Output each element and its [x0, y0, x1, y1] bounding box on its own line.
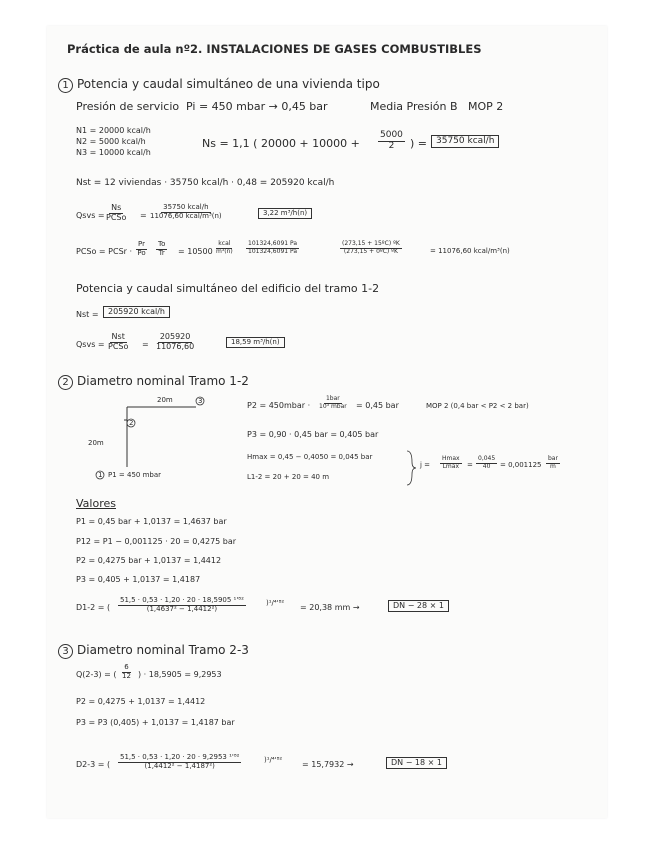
- pcs-result: = 11076,60 kcal/m³(n): [430, 247, 510, 255]
- mop-condition: MOP 2 (0,4 bar < P2 < 2 bar): [426, 402, 529, 410]
- l12-line: L1-2 = 20 + 20 = 40 m: [247, 473, 330, 481]
- n2: N2 = 5000 kcal/h: [76, 137, 146, 146]
- d23-frac: $\frac{\text{51,5 · 0,53 · 1,20 · 20 · 9,2953 ¹'⁸²}}{\text{(1,4412² − 1,4187²)}}$: [120, 753, 240, 770]
- section-2-heading: 2 Diametro nominal Tramo 1-2: [58, 375, 249, 390]
- n1: N1 = 20000 kcal/h: [76, 126, 151, 135]
- pcs-mid: = 10500: [178, 247, 213, 256]
- section-3-heading: 3 Diametro nominal Tramo 2-3: [58, 644, 249, 659]
- valores-line-1: P1 = 0,45 bar + 1,0137 = 1,4637 bar: [76, 517, 227, 526]
- q23-tail: ) · 18,5905 = 9,2953: [138, 670, 222, 679]
- ns-fraction: $\frac{5000}{2}$: [380, 130, 403, 151]
- section-number: 2: [58, 375, 73, 390]
- d23-exp: )¹/⁴'⁸²: [264, 756, 283, 764]
- d23-result: = 15,7932 →: [302, 760, 354, 769]
- p2-result: = 0,45 bar: [356, 401, 399, 410]
- valores-line-3: P2 = 0,4275 bar + 1,0137 = 1,4412: [76, 556, 222, 565]
- p1-label: P1 = 450 mbar: [108, 471, 162, 479]
- dim-side: 20m: [88, 439, 104, 447]
- qe-result: 18,59 m³/h(n): [226, 337, 285, 348]
- d12-exp: )¹/⁴'⁸²: [266, 599, 285, 607]
- node-3-label: 3: [198, 397, 203, 405]
- q23-frac: $\frac{6}{12}$: [122, 663, 131, 680]
- p2-lhs: P2 = 450mbar ·: [247, 401, 311, 410]
- d12-box: DN − 28 × 1: [388, 600, 449, 612]
- q-result: 3,22 m³/h(n): [258, 208, 312, 219]
- j-frac-2: $\frac{0,045}{40}$: [478, 455, 496, 470]
- node-2-label: 2: [129, 419, 134, 427]
- qe-lhs: Qsvs =: [76, 340, 105, 349]
- presion-servicio-label: Presión de servicio: [76, 100, 180, 113]
- section-1-heading: 1 Potencia y caudal simultáneo de una vivienda tipo: [58, 78, 380, 93]
- pcs-frac-1: $\frac{Pr}{Po}$: [137, 240, 146, 257]
- n3: N3 = 10000 kcal/h: [76, 148, 151, 157]
- q-eq: =: [140, 211, 147, 220]
- dim-top: 20m: [157, 396, 173, 404]
- valores-line-4: P3 = 0,405 + 1,0137 = 1,4187: [76, 575, 201, 584]
- j-unit: bar m: [548, 455, 558, 470]
- p3-line-s3: P3 = P3 (0,405) + 1,0137 = 1,4187 bar: [76, 718, 235, 727]
- mop-label: MOP 2: [468, 100, 504, 113]
- q-lhs: Qsvs =: [76, 211, 105, 220]
- section-number: 1: [58, 78, 73, 93]
- media-presion: Media Presión B: [370, 100, 458, 113]
- j-frac-1: Hmax Lmax: [442, 455, 460, 470]
- pcs-lhs: PCSo = PCSr ·: [76, 247, 133, 256]
- ns-formula: Ns = 1,1 ( 20000 + 10000 +: [202, 137, 360, 150]
- pcs-frac-3: kcal m³(n): [216, 240, 233, 255]
- j-result: = 0,001125: [500, 461, 542, 469]
- node-1-label: 1: [98, 471, 103, 479]
- ns-tail: ) =: [410, 137, 428, 150]
- q23-lhs: Q(2-3) = (: [76, 670, 117, 679]
- d12-result: = 20,38 mm →: [300, 603, 360, 612]
- p3-line: P3 = 0,90 · 0,45 bar = 0,405 bar: [247, 430, 379, 439]
- qe-frac-1: Nst PCSo: [108, 332, 129, 351]
- d12-frac: $\frac{\text{51,5 · 0,53 · 1,20 · 20 · 18,5905 ¹'⁸²}}{\text{(1,4637² − 1,4412²)}}$: [120, 596, 244, 613]
- page-title: Práctica de aula nº2. INSTALACIONES DE GASES COMBUSTIBLES: [67, 42, 482, 56]
- p2-line-s3: P2 = 0,4275 + 1,0137 = 1,4412: [76, 697, 206, 706]
- presion-servicio-value: Pi = 450 mbar → 0,45 bar: [186, 100, 328, 113]
- pcs-frac-2: $\frac{To}{Tr}$: [158, 240, 166, 257]
- valores-line-2: P12 = P1 − 0,001125 · 20 = 0,4275 bar: [76, 537, 237, 546]
- qe-eq: =: [142, 340, 149, 349]
- d12-lhs: D1-2 = (: [76, 603, 111, 612]
- pcs-frac-5: $\frac{\text{(273,15 + 15ºC) ºK}}{\text{(273,15 + 0ºC) ºK}}$: [342, 240, 400, 255]
- ns-result: 35750 kcal/h: [431, 135, 499, 148]
- j-eq: =: [467, 461, 473, 469]
- d23-box: DN − 18 × 1: [386, 757, 447, 769]
- q-frac-2: 35750 kcal/h 11076,60 kcal/m³(n): [150, 203, 222, 220]
- nst2-result: 205920 kcal/h: [103, 306, 170, 318]
- valores-heading: Valores: [76, 497, 116, 510]
- j-lhs: j =: [420, 461, 431, 469]
- hmax-line: Hmax = 0,45 − 0,4050 = 0,045 bar: [247, 453, 373, 461]
- section-number: 3: [58, 644, 73, 659]
- nst-formula: Nst = 12 viviendas · 35750 kcal/h · 0,48 = 205920 kcal/h: [76, 178, 335, 188]
- d23-lhs: D2-3 = (: [76, 760, 111, 769]
- p2-frac: 1bar 10³ mbar: [319, 395, 347, 410]
- nst2-lhs: Nst =: [76, 310, 99, 319]
- qe-frac-2: $\frac{205920}{11076,60}$: [156, 332, 195, 351]
- pcs-frac-4: $\frac{101324,6091 Pa}{101324,6091 Pa}$: [248, 240, 298, 255]
- q-frac-1: Ns PCSo: [106, 203, 127, 222]
- edificio-heading: Potencia y caudal simultáneo del edificio del tramo 1-2: [76, 282, 380, 295]
